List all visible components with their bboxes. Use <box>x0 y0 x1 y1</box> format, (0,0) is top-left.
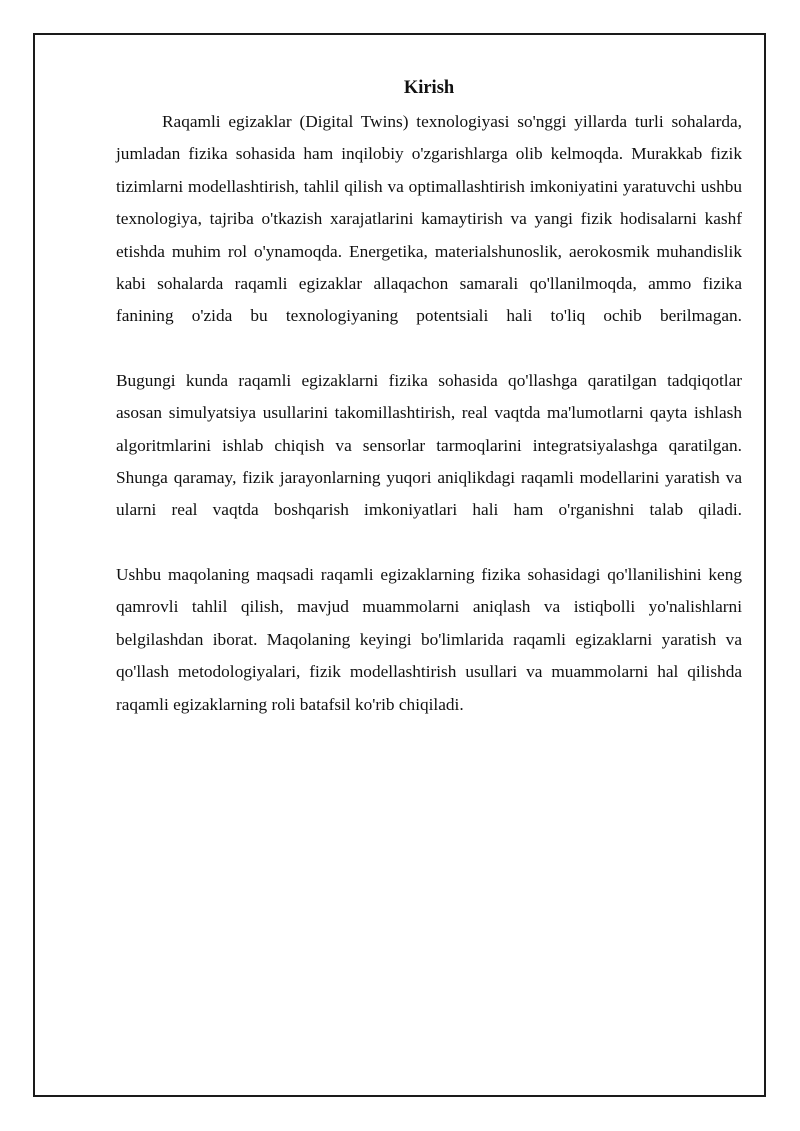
document-body <box>116 74 742 721</box>
section-title: Kirish <box>403 78 455 98</box>
paragraph-intro: Raqamli egizaklar (Digital Twins) texnologiyasi so'nggi yillarda turli sohalarda, jumladan fizika sohasida ham inqilobiy o'zgarishlarga olib kelmoqda. Murakkab fizik tizimlarni modellashtirish, tahlil qilish va optimallashtirish imkoniyatini yaratuvchi ushbu texnologiya, tajriba o'tkazish xarajatlarini kamaytirish va yangi fizik hodisalarni kashf etishda muhim rol o'ynamoqda. Energetika, materialshunoslik, aerokosmik muhandislik kabi sohalarda raqamli egizaklar allaqachon samarali qo'llanilmoqda, ammo fizika fanining o'zida bu texnologiyaning potentsiali hali to'liq ochib berilmagan. <box>116 112 742 326</box>
paragraph-aim: Ushbu maqolaning maqsadi raqamli egizaklarning fizika sohasidagi qo'llanilishini keng qamrovli tahlil qilish, mavjud muammolarni aniqlash va istiqbolli yo'nalishlarni belgilashdan iborat. Maqolaning keyingi bo'limlarida raqamli egizaklarni yaratish va qo'llash metodologiyalari, fizik modellashtirish usullari va muammolarni hal qilishda raqamli egizaklarning roli batafsil ko'rib chiqiladi. <box>116 564 742 714</box>
paragraph-research: Bugungi kunda raqamli egizaklarni fizika sohasida qo'llashga qaratilgan tadqiqotlar asosan simulyatsiya usullarini takomillashtirish, real vaqtda ma'lumotlarni qayta ishlash algoritmlarini ishlab chiqish va sensorlar tarmoqlarini integratsiyalashga qaratilgan. Shunga qaramay, fizik jarayonlarning yuqori aniqlikdagi raqamli modellarini yaratish va ularni real vaqtda boshqarish imkoniyatlari hali ham o'rganishni talab qiladi. <box>116 370 742 520</box>
paragraph-spacer <box>116 527 742 559</box>
paragraph-spacer <box>116 333 742 365</box>
